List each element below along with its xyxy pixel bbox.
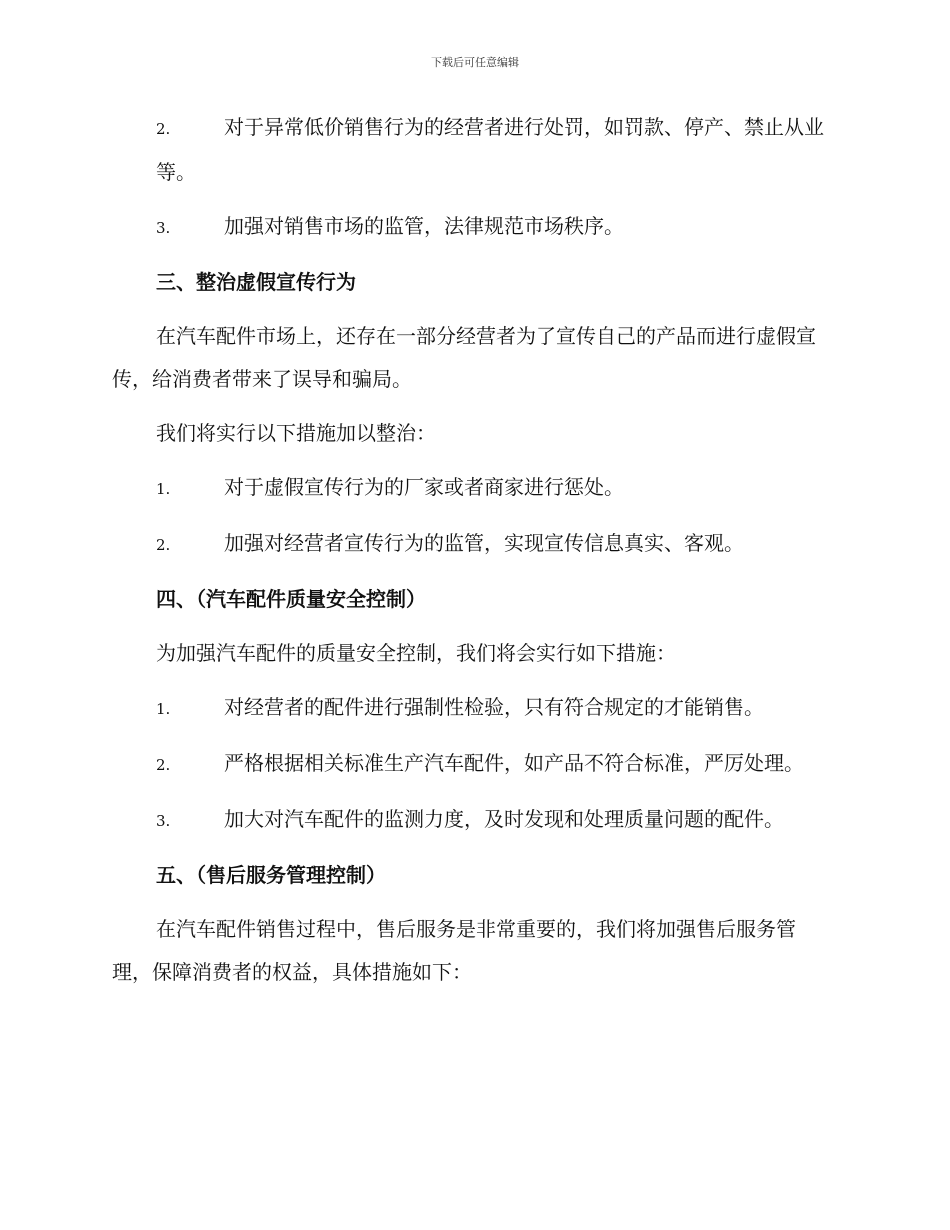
list-item-text: 对于虚假宣传行为的厂家或者商家进行惩处。	[224, 475, 624, 499]
page-header: 下载后可任意编辑	[431, 56, 519, 69]
list-item	[112, 798, 834, 843]
paragraph: 为加强汽车配件的质量安全控制，我们将会实行如下措施：	[156, 641, 676, 665]
list-item	[112, 686, 834, 731]
list-item	[112, 742, 834, 787]
list-item-text: 对于异常低价销售行为的经营者进行处罚，如罚款、停产、禁止从业等。	[156, 115, 824, 184]
section-heading: 五、（售后服务管理控制）	[156, 863, 386, 887]
list-number: 2.	[156, 756, 171, 774]
paragraph: 在汽车配件销售过程中，售后服务是非常重要的，我们将加强售后服务管理，保障消费者的权益，具体措施如下：	[112, 917, 796, 984]
paragraph: 在汽车配件市场上，还存在一部分经营者为了宣传自己的产品而进行虚假宣传，给消费者带来了误导和骗局。	[112, 324, 816, 391]
list-item	[112, 205, 834, 250]
list-item-text: 加大对汽车配件的监测力度，及时发现和处理质量问题的配件。	[224, 807, 784, 831]
section-heading: 三、整治虚假宣传行为	[156, 270, 356, 294]
list-number: 2.	[156, 536, 171, 554]
list-item	[112, 522, 834, 567]
section-heading: 四、（汽车配件质量安全控制）	[156, 587, 426, 611]
list-item-text: 加强对经营者宣传行为的监管，实现宣传信息真实、客观。	[224, 531, 744, 555]
list-number: 2.	[156, 120, 171, 138]
list-item-text: 严格根据相关标准生产汽车配件，如产品不符合标准，严厉处理。	[224, 751, 804, 775]
list-item	[112, 466, 834, 511]
list-item-text: 对经营者的配件进行强制性检验，只有符合规定的才能销售。	[224, 695, 764, 719]
paragraph: 我们将实行以下措施加以整治：	[156, 421, 436, 445]
document-body	[112, 106, 834, 1005]
list-item-text: 加强对销售市场的监管，法律规范市场秩序。	[224, 214, 624, 238]
list-item	[112, 106, 834, 194]
list-number: 1.	[156, 480, 171, 498]
list-number: 3.	[156, 219, 171, 237]
list-number: 1.	[156, 700, 171, 718]
list-number: 3.	[156, 812, 171, 830]
